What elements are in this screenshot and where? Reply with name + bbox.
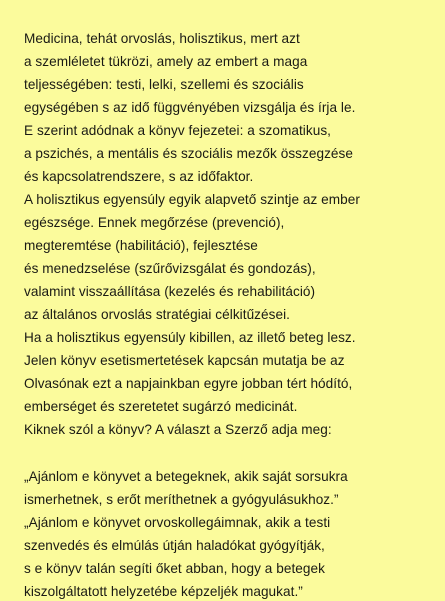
text-line: megteremtése (habilitáció), fejlesztése <box>24 238 258 253</box>
text-line: és menedzselése (szűrővizsgálat és gondozás), <box>24 261 316 276</box>
text-line: egészsége. Ennek megőrzése (prevenció), <box>24 215 285 230</box>
quote-line: s e könyv talán segíti őket abban, hogy a betegek <box>24 561 325 576</box>
text-line: Medicina, tehát orvoslás, holisztikus, mert azt <box>24 31 300 46</box>
text-line: a pszichés, a mentális és szociális mezők összegzése <box>24 146 353 161</box>
text-line: Olvasónak ezt a napjainkban egyre jobban tért hódító, <box>24 376 353 391</box>
text-line: Ha a holisztikus egyensúly kibillen, az illető beteg lesz. <box>24 330 356 345</box>
text-line: egységében s az idő függvényében vizsgálja és írja le. <box>24 100 356 115</box>
quote-line: „Ajánlom e könyvet a betegeknek, akik saját sorsukra <box>24 469 348 484</box>
quote-line: kiszolgáltatott helyzetébe képzeljék magukat.” <box>24 584 303 599</box>
text-line: Jelen könyv esetismertetések kapcsán mutatja be az <box>24 353 345 368</box>
text-line: A holisztikus egyensúly egyik alapvető szintje az ember <box>24 192 360 207</box>
text-line: E szerint adódnak a könyv fejezetei: a szomatikus, <box>24 123 332 138</box>
text-line: az általános orvoslás stratégiai célkitűzései. <box>24 307 290 322</box>
quote-line: ismerhetnek, s erőt meríthetnek a gyógyulásukhoz.” <box>24 492 339 507</box>
quote-line: „Ajánlom e könyvet orvoskollegáimnak, akik a testi <box>24 515 331 530</box>
text-line: és kapcsolatrendszere, s az időfaktor. <box>24 169 254 184</box>
quote-line: szenvedés és elmúlás útján haladókat gyógyítják, <box>24 538 325 553</box>
text-line: valamint visszaállítása (kezelés és rehabilitáció) <box>24 284 316 299</box>
text-line: Kiknek szól a könyv? A választ a Szerző adja meg: <box>24 422 332 437</box>
text-line: a szemléletet tükrözi, amely az embert a maga <box>24 54 308 69</box>
text-line: teljességében: testi, lelki, szellemi és szociális <box>24 77 304 92</box>
text-line: emberséget és szeretetet sugárzó medicinát. <box>24 399 298 414</box>
